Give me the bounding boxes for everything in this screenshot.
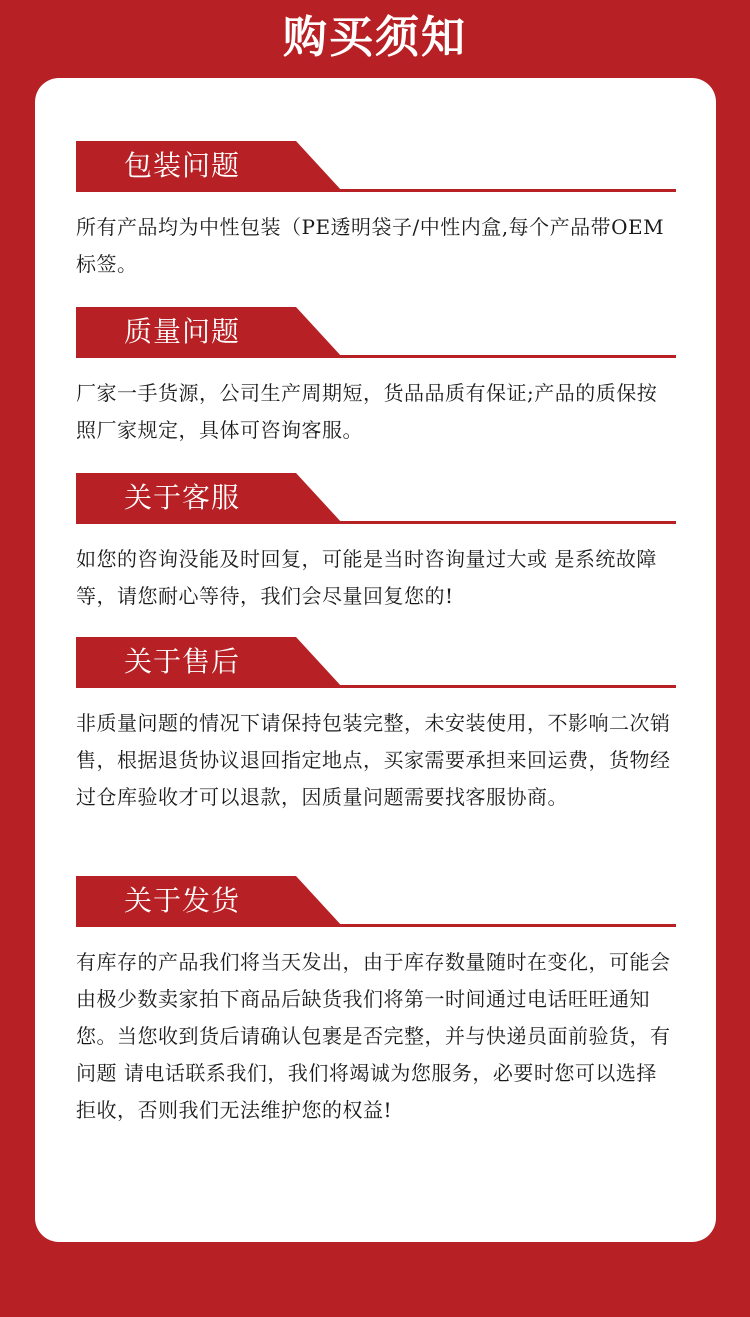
section-after-sales <box>76 637 678 816</box>
section-text: 厂家一手货源，公司生产周期短，货品品质有保证;产品的质保按照厂家规定，具体可咨询客服。 <box>76 381 658 442</box>
section-title: 包装问题 <box>124 149 241 182</box>
section-title: 关于售后 <box>124 645 241 678</box>
section-header <box>76 141 676 193</box>
section-header <box>76 473 676 525</box>
section-text: 如您的咨询没能及时回复，可能是当时咨询量过大或 是系统故障等，请您耐心等待，我们会尽量回复您的! <box>76 547 657 608</box>
section-title: 关于客服 <box>124 481 241 514</box>
section-shipping <box>76 876 678 1129</box>
page-title: 购买须知 <box>283 12 467 63</box>
section-header <box>76 876 676 928</box>
section-text: 非质量问题的情况下请保持包装完整，未安装使用，不影响二次销售，根据退货协议退回指定地点，买家需要承担来回运费，货物经过仓库验收才可以退款，因质量问题需要找客服协商。 <box>76 711 671 809</box>
notice-card <box>35 78 716 1242</box>
section-title: 关于发货 <box>124 884 241 917</box>
section-header <box>76 637 676 689</box>
section-title: 质量问题 <box>124 315 241 348</box>
section-header <box>76 307 676 359</box>
section-text: 有库存的产品我们将当天发出，由于库存数量随时在变化，可能会由极少数卖家拍下商品后缺货我们将第一时间通过电话旺旺通知您。当您收到货后请确认包裹是否完整，并与快递员面前验货，有问题 请电话联系我们，我们将竭诚为您服务，必要时您可以选择拒收，否则我们无法维护您的权益! <box>76 950 671 1122</box>
section-packaging <box>76 141 678 283</box>
section-customer-service <box>76 473 678 615</box>
section-text: 所有产品均为中性包装（PE透明袋子/中性内盒,每个产品带OEM标签。 <box>76 215 665 276</box>
section-quality <box>76 307 678 449</box>
